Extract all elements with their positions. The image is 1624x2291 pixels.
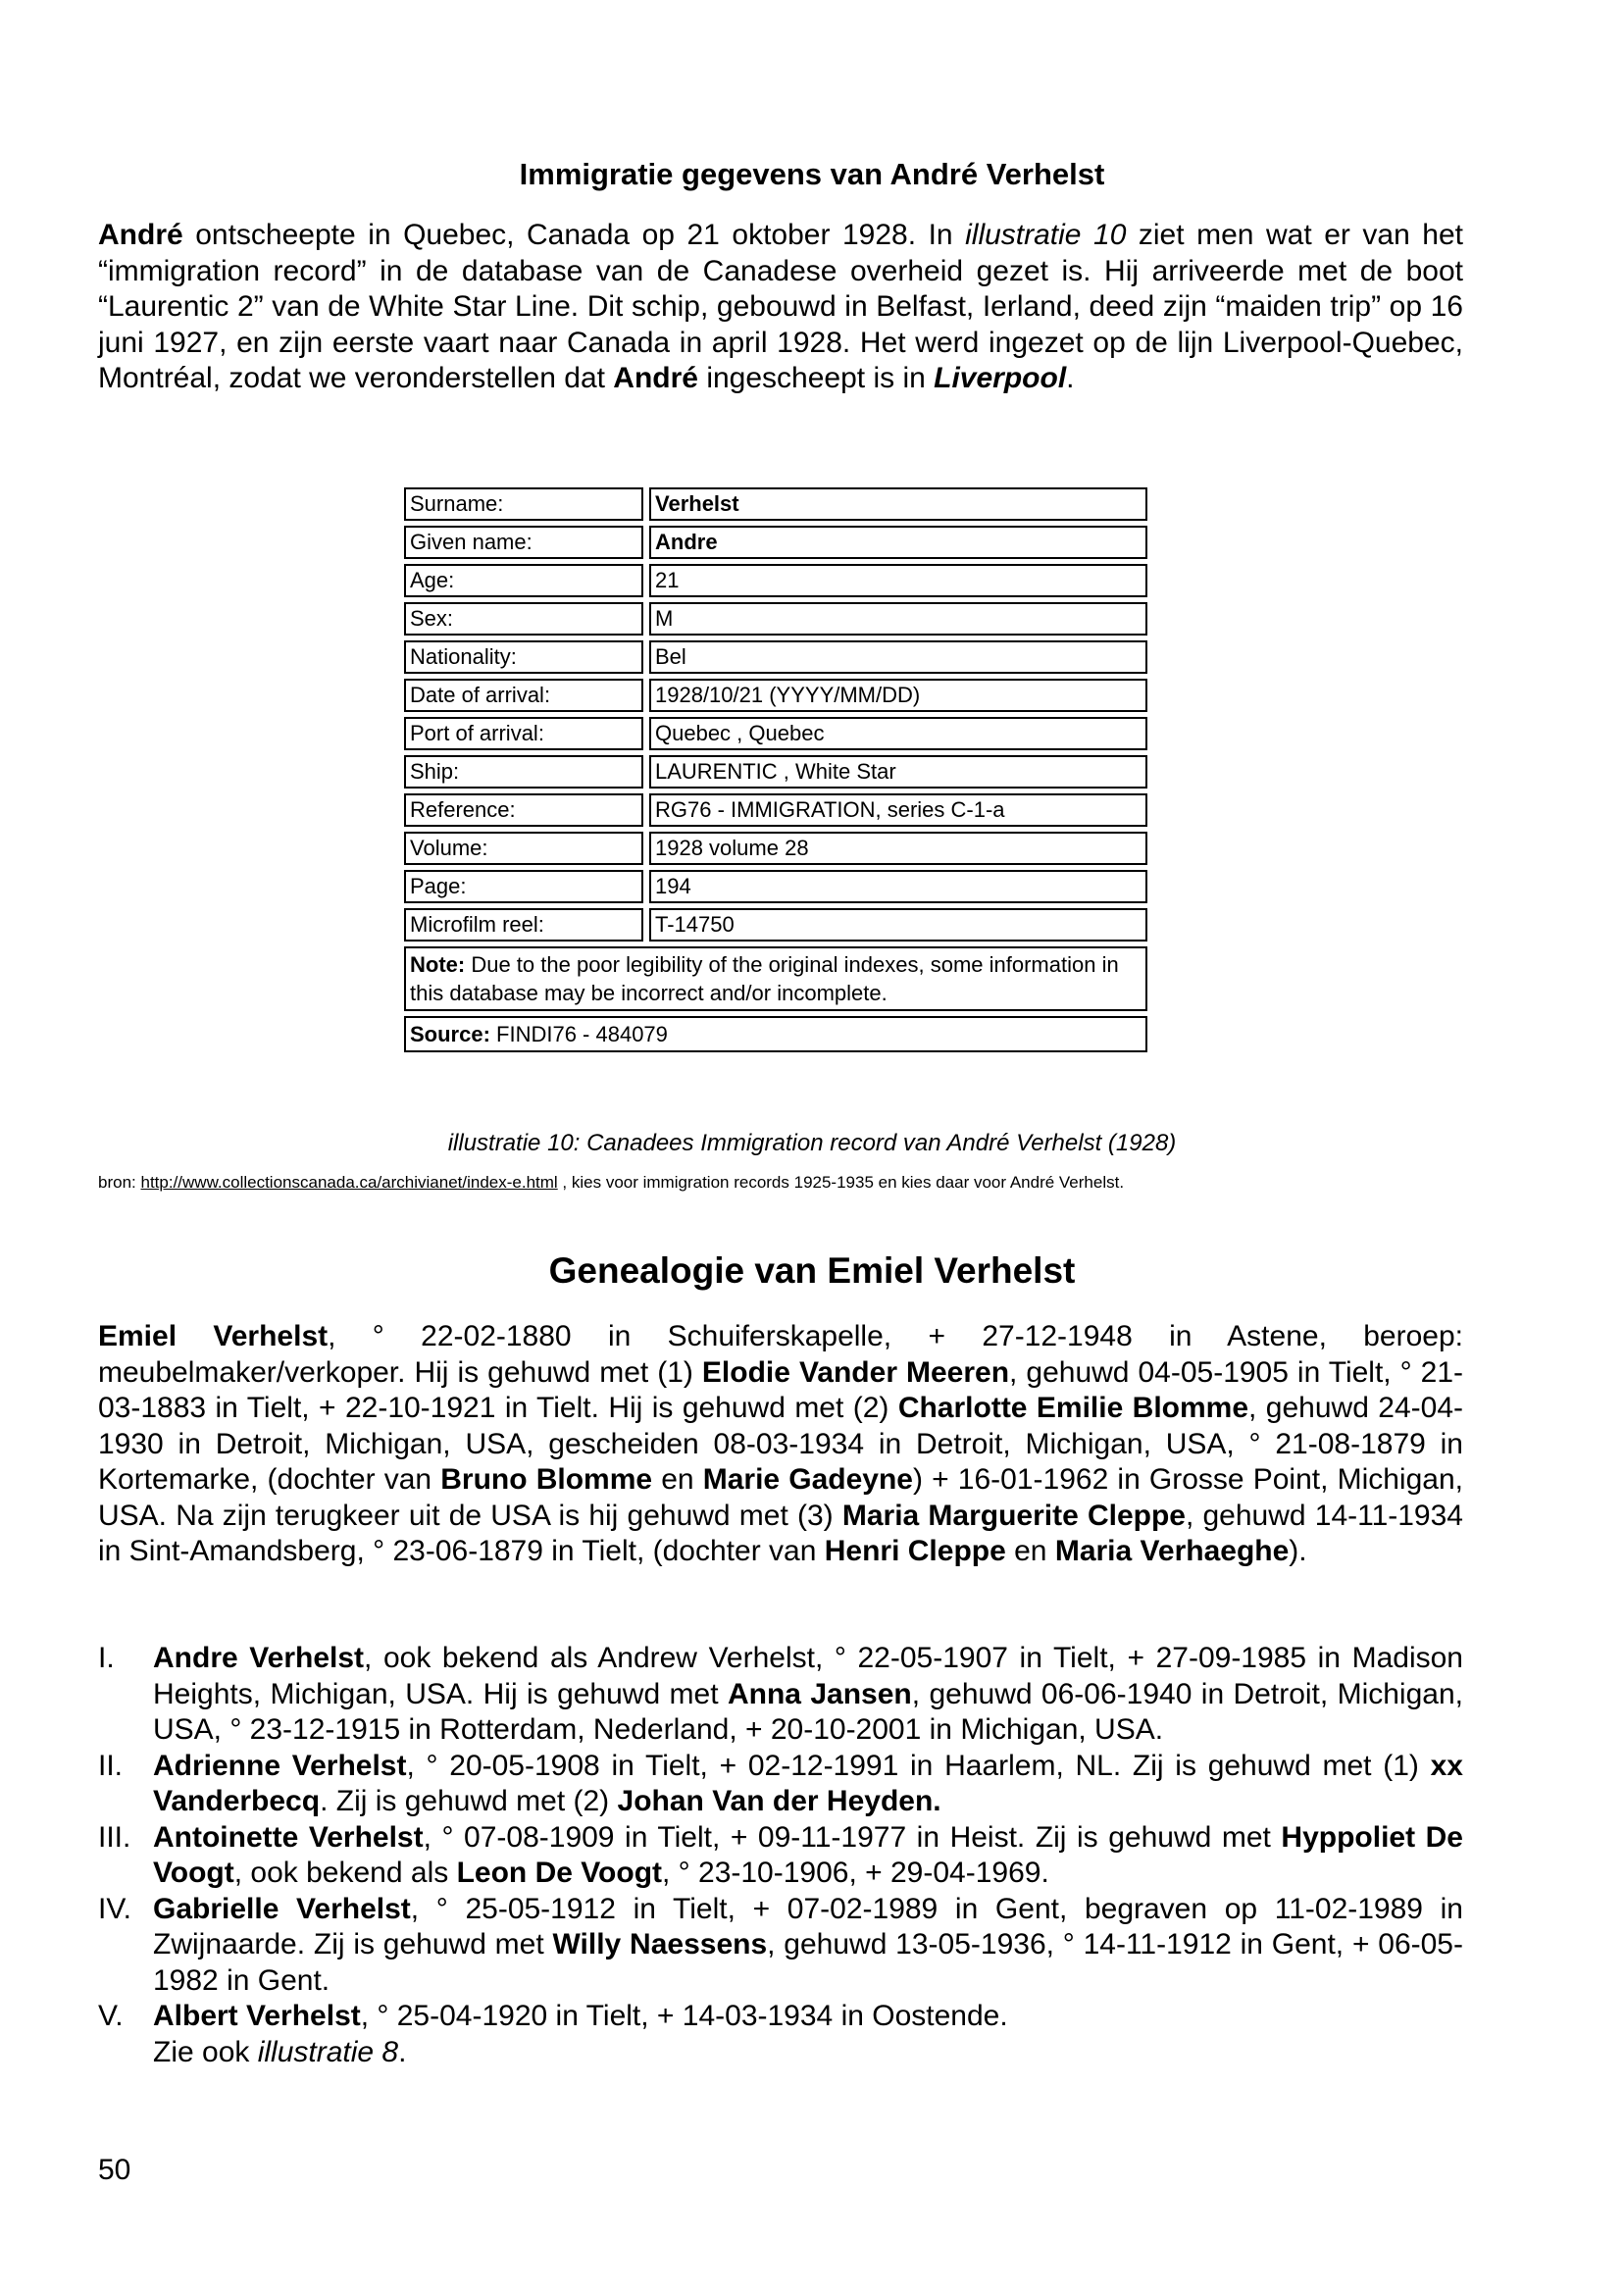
- source-line: bron: http://www.collectionscanada.ca/archivianet/index-e.html , kies voor immigration records 1925-1935 en kies daar voor André Verhelst.: [98, 1173, 1125, 1192]
- section-title-genealogy: Genealogie van Emiel Verhelst: [548, 1250, 1076, 1291]
- record-row: Nationality: Bel: [404, 640, 1147, 674]
- record-row: Age: 21: [404, 564, 1147, 597]
- record-row: Page: 194: [404, 870, 1147, 903]
- record-row: Microfilm reel: T-14750: [404, 908, 1147, 942]
- immigration-record-table: [404, 483, 1147, 1057]
- record-row: Sex: M: [404, 602, 1147, 636]
- source-link[interactable]: http://www.collectionscanada.ca/archivianet/index-e.html: [140, 1173, 558, 1192]
- record-row: Volume: 1928 volume 28: [404, 832, 1147, 865]
- page-number: 50: [98, 2154, 131, 2186]
- list-item: V. Albert Verhelst, ° 25-04-1920 in Tielt, + 14-03-1934 in Oostende. Zie ook illustratie 8.: [98, 2000, 1008, 2068]
- record-row: Date of arrival: 1928/10/21 (YYYY/MM/DD): [404, 679, 1147, 712]
- genealogy-paragraph: Emiel Verhelst, ° 22-02-1880 in Schuiferskapelle, + 27-12-1948 in Astene, beroep: meubelmaker/verkoper. Hij is gehuwd met (1) Elodie Vander Meeren, gehuwd 04-05-1905 in Tielt, ° 21-03-1883 in Tielt, + 22-10-1921 in Tielt. Hij is gehuwd met (2) Charlotte Emilie Blomme, gehuwd 24-04-1930 in Detroit, Michigan, USA, gescheiden 08-03-1934 in Detroit, Michigan, USA, ° 21-08-1879 in Kortemarke, (dochter van Bruno Blomme en Marie Gadeyne) + 16-01-1962 in Grosse Point, Michigan, USA. Na zijn terugkeer uit de USA is hij gehuwd met (3) Maria Marguerite Cleppe, gehuwd 14-11-1934 in Sint-Amandsberg, ° 23-06-1879 in Tielt, (dochter van Henri Cleppe en Maria Verhaeghe).: [98, 1320, 1464, 1567]
- name-andre: André: [98, 219, 183, 251]
- list-item: IV. Gabrielle Verhelst, ° 25-05-1912 in Tielt, + 07-02-1989 in Gent, begraven op 11-02-1989 in Zwijnaarde. Zij is gehuwd met Willy Naessens, gehuwd 13-05-1936, ° 14-11-1912 in Gent, + 06-05-1982 in Gent.: [98, 1892, 1463, 1997]
- record-row: Ship: LAURENTIC , White Star: [404, 755, 1147, 789]
- record-note: Note: Due to the poor legibility of the original indexes, some information in this database may be incorrect and/or incomplete.: [404, 946, 1147, 1011]
- intro-paragraph: André ontscheepte in Quebec, Canada op 21 oktober 1928. In illustratie 10 ziet men wat er van het “immigration record” in de database van de Canadese overheid gezet is. Hij arriveerde met de boot “Laurentic 2” van de White Star Line. Dit schip, gebouwd in Belfast, Ierland, deed zijn “maiden trip” op 16 juni 1927, en zijn eerste vaart naar Canada in april 1928. Het werd ingezet op de lijn Liverpool-Quebec, Montréal, zodat we veronderstellen dat André ingescheept is in Liverpool.: [98, 219, 1463, 394]
- record-row: Port of arrival: Quebec , Quebec: [404, 717, 1147, 750]
- figure-caption: illustratie 10: Canadees Immigration record van André Verhelst (1928): [447, 1130, 1177, 1156]
- section-title-immigration: Immigratie gegevens van André Verhelst: [519, 157, 1105, 191]
- record-row: Reference: RG76 - IMMIGRATION, series C-1-a: [404, 793, 1147, 827]
- place-liverpool: Liverpool: [934, 362, 1067, 394]
- record-row: Given name: Andre: [404, 526, 1147, 559]
- record-row: Surname: Verhelst: [404, 487, 1147, 521]
- list-item: II. Adrienne Verhelst, ° 20-05-1908 in Tielt, + 02-12-1991 in Haarlem, NL. Zij is gehuwd met (1) xx Vanderbecq. Zij is gehuwd met (2) Johan Van der Heyden.: [98, 1749, 1463, 1817]
- list-item: I. Andre Verhelst, ook bekend als Andrew Verhelst, ° 22-05-1907 in Tielt, + 27-09-1985 in Madison Heights, Michigan, USA. Hij is gehuwd met Anna Jansen, gehuwd 06-06-1940 in Detroit, Michigan, USA, ° 23-12-1915 in Rotterdam, Nederland, + 20-10-2001 in Michigan, USA.: [98, 1642, 1463, 1746]
- children-list: [98, 1641, 1463, 2070]
- record-source: Source: FINDI76 - 484079: [404, 1016, 1147, 1052]
- list-item: III. Antoinette Verhelst, ° 07-08-1909 in Tielt, + 09-11-1977 in Heist. Zij is gehuwd met Hyppoliet De Voogt, ook bekend als Leon De Voogt, ° 23-10-1906, + 29-04-1969.: [98, 1820, 1463, 1889]
